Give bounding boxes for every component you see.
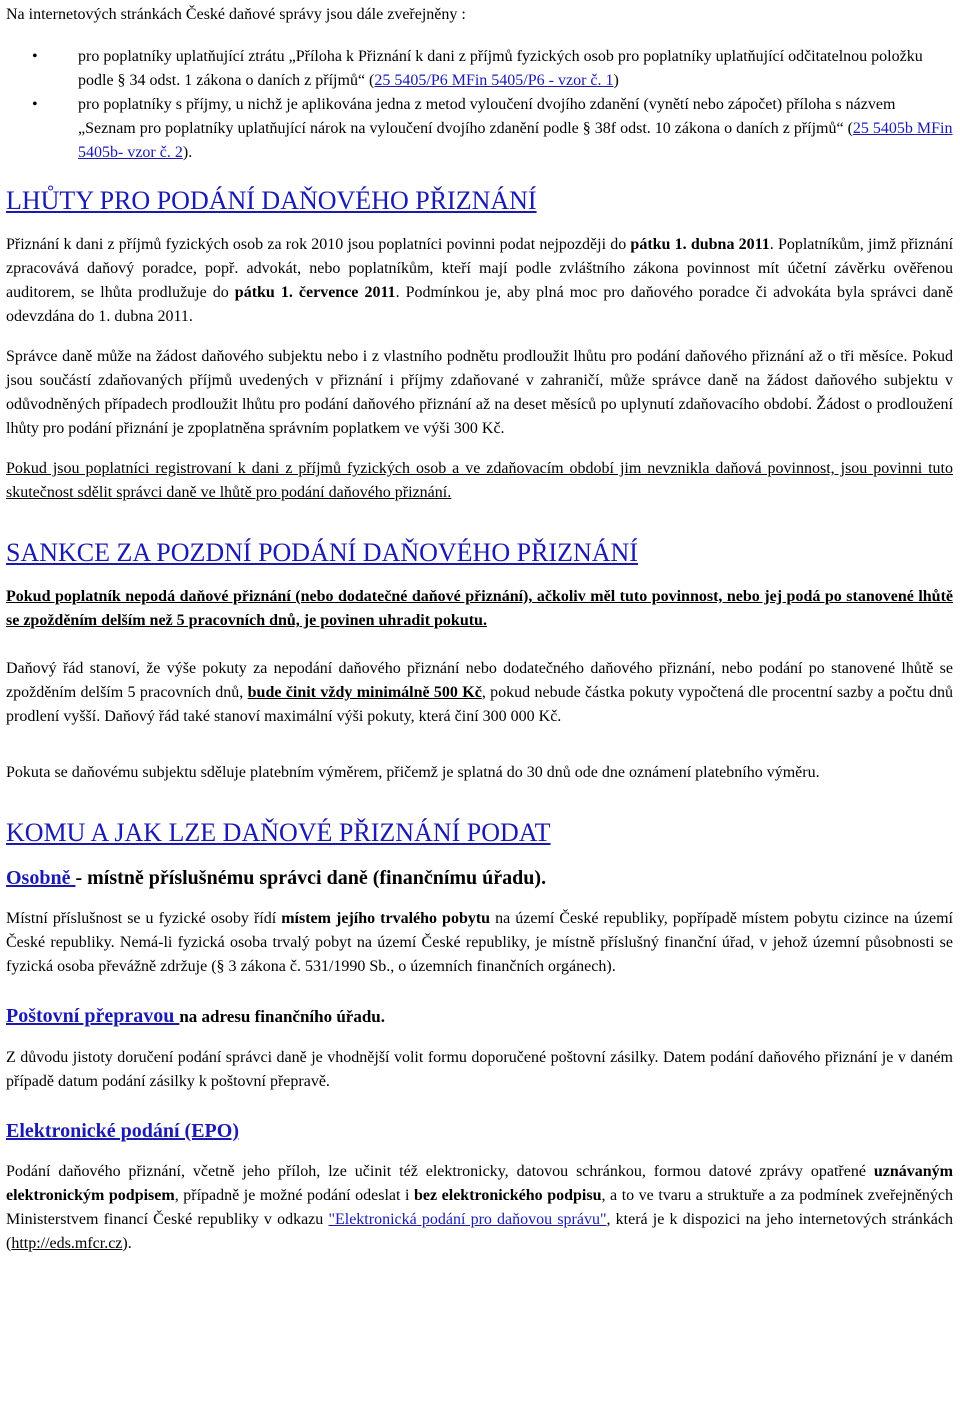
subheading-osobne: Osobně - místně příslušnému správci daně (finančnímu úřadu).: [6, 867, 547, 889]
paragraph-posta: Z důvodu jistoty doručení podání správci daně je vhodnější volit formu doporučené poštovní zásilky. Datem podání daňového přiznání je v daném případě datum podání zásilky k poštovní přepravě.: [6, 1049, 953, 1090]
form-link-vzor-2[interactable]: 25 5405b MFin 5405b- vzor č. 2: [78, 120, 953, 161]
link-elektronicka-podani[interactable]: "Elektronická podání pro daňovou správu": [328, 1211, 607, 1228]
paragraph-deadline: Přiznání k dani z příjmů fyzických osob za rok 2010 jsou poplatníci povinni podat nejpozději do pátku 1. dubna 2011. Poplatníkům, jimž přiznání zpracovává daňový poradce, popř. advokát, nebo poplatníkům, kteří mají podle zvláštního zákona povinnost mít účetní závěrku ověřenou auditorem, se lhůta prodlužuje do pátku 1. července 2011. Podmínkou je, aby plná moc pro daňového poradce či advokáta byla správci daně odevzdána do 1. dubna 2011.: [6, 236, 954, 325]
section-title-sankce: SANKCE ZA POZDNÍ PODÁNÍ DAŇOVÉHO PŘIZNÁNÍ: [6, 538, 638, 567]
paragraph-penalty-notice: Pokuta se daňovému subjektu sděluje platebním výměrem, přičemž je splatná do 30 dnů ode dne oznámení platebního výměru.: [6, 764, 820, 781]
paragraph-penalty-bold: Pokud poplatník nepodá daňové přiznání (nebo dodatečné daňové přiznání), ačkoliv měl tuto povinnost, nebo jej podá po stanovené lhůtě se zpožděním delším než 5 pracovních dnů, je povinen uhradit pokutu.: [6, 588, 953, 629]
paragraph-extension: Správce daně může na žádost daňového subjektu nebo i z vlastního podnětu prodloužit lhůtu pro podání daňového přiznání až o tři měsíce. Pokud jsou součástí zdaňovaných příjmů uvedených v přiznání i příjmy zdaňované v zahraničí, může správce daně na žádost daňového subjektu v odůvodněných případech prodloužit lhůtu pro podání daňového přiznání až na deset měsíců po uplynutí zdaňovacího období. Žádost o prodloužení lhůty pro podání přiznání je zpoplatněna správním poplatkem ve výši 300 Kč.: [6, 348, 953, 437]
list-item: • pro poplatníky s příjmy, u nichž je aplikována jedna z metod vyloučení dvojího zdanění (vynětí nebo zápočet) příloha s názvem „Seznam pro poplatníky uplatňující nárok na vyloučení dvojího zdanění podle § 38f odst. 10 zákona o daních z příjmů“ (25 5405b MFin 5405b- vzor č. 2).: [6, 93, 953, 165]
paragraph-penalty-amount: Daňový řád stanoví, že výše pokuty za nepodání daňového přiznání nebo dodatečného daňového přiznání, nebo podání po stanovené lhůtě se zpožděním delším 5 pracovních dnů, bude činit vždy minimálně 500 Kč, pokud nebude částka pokuty vypočtená dle procentní sazby a počtu dnů prodlení vyšší. Daňový řád také stanoví maximální výši pokuty, která činí 300 000 Kč.: [6, 660, 954, 725]
section-title-lhuty: LHŮTY PRO PODÁNÍ DAŇOVÉHO PŘIZNÁNÍ: [6, 186, 537, 215]
section-title-komu: KOMU A JAK LZE DAŇOVÉ PŘIZNÁNÍ PODAT: [6, 818, 551, 847]
attachment-list: [6, 45, 953, 165]
form-link-vzor-1[interactable]: 25 5405/P6 MFin 5405/P6 - vzor č. 1: [374, 72, 614, 89]
paragraph-registered: Pokud jsou poplatníci registrovaní k dani z příjmů fyzických osob a ve zdaňovacím období jim nevznikla daňová povinnost, jsou povinni tuto skutečnost sdělit správci daně ve lhůtě pro podání daňového přiznání.: [6, 460, 953, 501]
subheading-epo: Elektronické podání (EPO): [6, 1120, 239, 1142]
link-eds-mfcr[interactable]: http://eds.mfcr.cz: [11, 1235, 123, 1252]
list-item: • pro poplatníky uplatňující ztrátu „Příloha k Přiznání k dani z příjmů fyzických osob pro poplatníky uplatňující odčitatelnou položku podle § 34 odst. 1 zákona o daních z příjmů“ (25 5405/P6 MFin 5405/P6 - vzor č. 1): [6, 45, 953, 93]
intro-text: Na internetových stránkách České daňové správy jsou dále zveřejněny :: [6, 6, 466, 23]
paragraph-epo: Podání daňového přiznání, včetně jeho příloh, lze učinit též elektronicky, datovou schránkou, formou datové zprávy opatřené uznávaným elektronickým podpisem, případně je možné podání odeslat i bez elektronického podpisu, a to ve tvaru a struktuře a za podmínek zveřejněných Ministerstvem financí České republiky v odkazu "Elektronická podání pro daňovou správu", která je k dispozici na jeho internetových stránkách (http://eds.mfcr.cz).: [6, 1163, 954, 1252]
paragraph-osobne: Místní příslušnost se u fyzické osoby řídí místem jejího trvalého pobytu na území České republiky, popřípadě místem pobytu cizince na území České republiky. Nemá-li fyzická osoba trvalý pobyt na území České republiky, je místně příslušný finanční úřad, v jehož územní působnosti se fyzická osoba převážně zdržuje (§ 3 zákona č. 531/1990 Sb., o územních finančních orgánech).: [6, 910, 954, 975]
subheading-posta: Poštovní přepravou na adresu finančního úřadu.: [6, 1005, 385, 1027]
